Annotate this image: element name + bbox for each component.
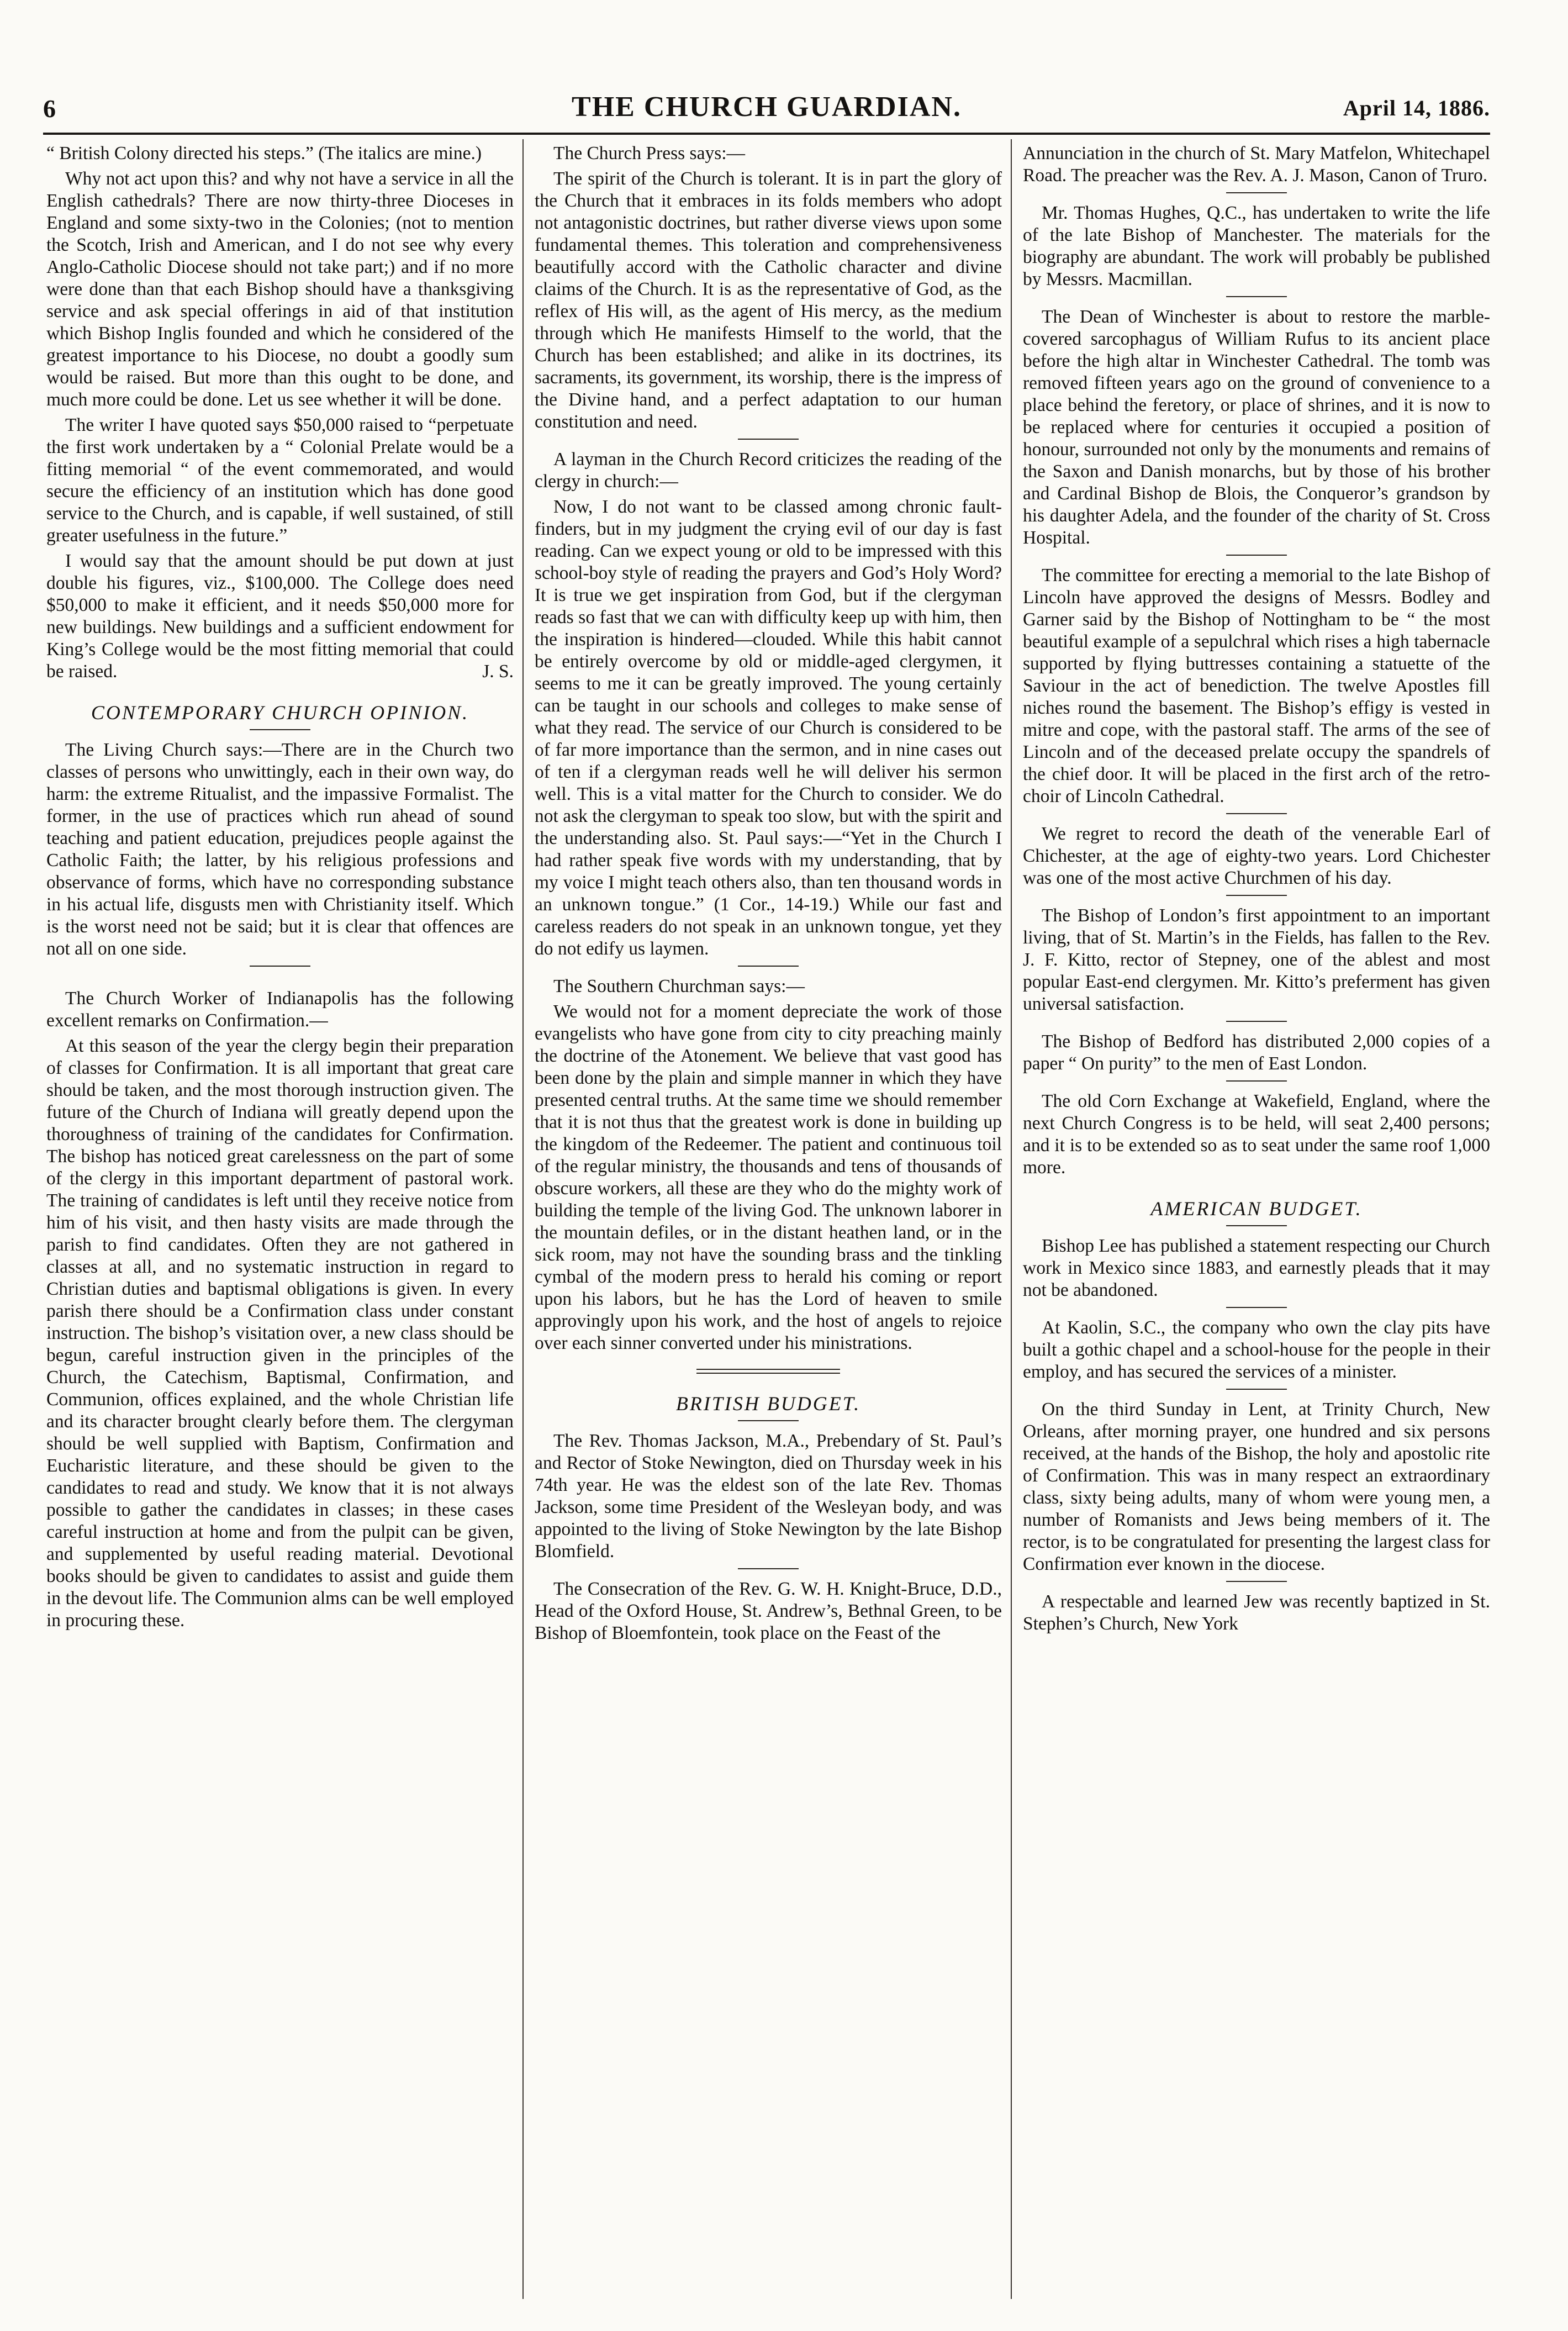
item-separator: [1226, 1581, 1287, 1582]
paragraph: The Bishop of London’s first appointment to an important living, that of St. Martin’s in the Fields, has fallen to the Rev. J. F. Kitto, rector of Stepney, one of the ablest and most popular East-end clergymen. Mr. Kitto’s preferment has given universal satisfaction.: [1023, 905, 1490, 1014]
column-3: [1023, 143, 1490, 1638]
column-divider: [522, 139, 524, 2299]
paragraph: At Kaolin, S.C., the company who own the clay pits have built a gothic chapel and a school-house for the people in their employ, and has secured the services of a minister.: [1023, 1317, 1490, 1382]
author-signature: J. S.: [482, 661, 514, 682]
item-separator: [1226, 1389, 1287, 1390]
paragraph: The Southern Churchman says:—: [553, 976, 805, 996]
section-heading: AMERICAN BUDGET.: [1150, 1198, 1363, 1220]
paragraph: Bishop Lee has published a statement respecting our Church work in Mexico since 1883, and earnestly pleads that it may not be abandoned.: [1023, 1236, 1490, 1300]
section-rule: [1226, 1225, 1287, 1226]
section-heading: BRITISH BUDGET.: [675, 1393, 861, 1415]
paragraph: We regret to record the death of the venerable Earl of Chichester, at the age of eighty-two years. Lord Chichester was one of the most active Churchmen of his day.: [1023, 824, 1490, 888]
paragraph: A layman in the Church Record criticizes the reading of the clergy in church:—: [535, 449, 1002, 492]
paragraph: The Rev. Thomas Jackson, M.A., Prebendary of St. Paul’s and Rector of Stoke Newington, died on Thursday week in his 74th year. He was the eldest son of the late Rev. Thomas Jackson, some time President of the Wesleyan body, and was appointed to the living of Stoke Newington by the late Bishop Blomfield.: [535, 1431, 1002, 1562]
paragraph: The spirit of the Church is tolerant. It is in part the glory of the Church that it embraces in its folds members who adopt not antagonistic doctrines, but rather diverse views upon some fundamental themes. This toleration and comprehensiveness beautifully accord with the Catholic character and divine claims of the Church. It is as the representative of God, as the reflex of His will, as the agent of His mercy, as the medium through which He manifests Himself to the world, that the Church has been established; and alike in its doctrines, its sacraments, its government, its worship, there is the impress of the Divine hand, and a perfect adaptation to our human constitution and need.: [535, 168, 1002, 432]
section-rule: [738, 1420, 799, 1421]
section-heading: CONTEMPORARY CHURCH OPINION.: [91, 702, 469, 724]
column-divider: [1011, 139, 1012, 2299]
paragraph: [46, 550, 514, 683]
paragraph: The Consecration of the Rev. G. W. H. Knight-Bruce, D.D., Head of the Oxford House, St. Andrew’s, Bethnal Green, to be Bishop of Bloemfontein, took place on the Feast of the: [535, 1579, 1002, 1643]
item-separator: [1226, 555, 1287, 556]
paragraph: The Living Church says:—There are in the Church two classes of persons who unwittingly, each in their own way, do harm: the extreme Ritualist, and the impassive Formalist. The former, in the use of practices which run ahead of sound teaching and patient education, prejudices people against the Catholic Faith; the latter, by his religious professions and observance of forms, which have no corresponding substance in his actual life, disgusts men with Christianity itself. Which is the worst need not be said; but it is clear that offences are not all on one side.: [46, 740, 514, 959]
issue-date: April 14, 1886.: [1343, 96, 1490, 120]
section-rule: [250, 729, 310, 730]
column-2: [535, 143, 1002, 1648]
paragraph: The writer I have quoted says $50,000 raised to “perpetuate the first work undertaken by a “ Colonial Prelate would be a fitting memorial “ of the event commemorated, and would secure the efficiency of an institution which has done good service to the Church, and is capable, if well sustained, of still greater usefulness in the future.”: [46, 415, 514, 546]
column-1: [46, 143, 514, 1635]
paragraph: On the third Sunday in Lent, at Trinity Church, New Orleans, after morning prayer, one hundred and six persons received, at the hands of the Bishop, the holy and apostolic rite of Confirmation. This was in many respect an extraordinary class, sixty being adults, many of whom were young men, a number of Romanists and Jews being members of it. The rector, is to be congratulated for presenting the largest class for Confirmation ever known in the diocese.: [1023, 1399, 1490, 1574]
paragraph: The Bishop of Bedford has distributed 2,000 copies of a paper “ On purity” to the men of East London.: [1023, 1031, 1490, 1074]
paragraph: We would not for a moment depreciate the work of those evangelists who have gone from city to city preaching mainly the doctrine of the Atonement. We believe that vast good has been done by the plain and simple manner in which they have presented central truths. At the same time we should remember that it is not thus that the greatest work is done in building up the kingdom of the Redeemer. The patient and continuous toil of the regular ministry, the thousands and tens of thousands of obscure workers, all these are they who do the mighty work of building the temple of the living God. The unknown laborer in the mountain defiles, or in the distant heathen land, or in the sick room, may not have the sounding brass and the tinkling cymbal of the modern press to herald his coming or report upon his labors, but he has the Lord of heaven to smile approvingly upon his work, and the host of angels to rejoice over each sinner converted under his ministrations.: [535, 1001, 1002, 1353]
section-double-rule: [696, 1369, 840, 1374]
masthead-rule: [43, 133, 1490, 135]
paragraph: Now, I do not want to be classed among chronic fault-finders, but in my judgment the crying evil of our day is fast reading. Can we expect young or old to be impressed with this school-boy style of reading the prayers and God’s Holy Word? It is true we get inspiration from God, but if the clergyman reads so fast that we can with difficulty keep up with him, then the inspiration is hindered—clouded. While this habit cannot be entirely overcome by old or middle-aged clergymen, it seems to me it can be greatly improved. The young certainly can be taught in our schools and colleges to make sense of what they read. The service of our Church is considered to be of far more importance than the sermon, and in nine cases out of ten if a clergyman reads well he will deliver his sermon well. This is a vital matter for the Church to consider. We do not ask the clergyman to speak too slow, but with the spirit and the understanding also. St. Paul says:—“Yet in the Church I had rather speak five words with my understanding, that by my voice I might teach others also, than ten thousand words in an unknown tongue.” (1 Cor., 14-19.) While our fast and careless readers do not speak in an unknown tongue, yet they do not edify us laymen.: [535, 497, 1002, 959]
paragraph: The Church Press says:—: [553, 143, 746, 164]
item-separator: [1226, 813, 1287, 814]
item-separator: [1226, 1021, 1287, 1022]
item-separator: [1226, 895, 1287, 896]
paragraph: The Church Worker of Indianapolis has the following excellent remarks on Confirmation.—: [46, 988, 514, 1031]
item-separator: [1226, 1080, 1287, 1082]
paragraph: At this season of the year the clergy begin their preparation of classes for Confirmation. It is all important that great care should be taken, and the most thorough instruction given. The future of the Church of Indiana will greatly depend upon the thoroughness of training of the candidates for Confirmation. The bishop has noticed great carelessness on the part of some of the clergy in this important department of pastoral work. The training of candidates is left until they receive notice from him of his visit, and then hasty visits are made through the parish to find candidates. Often they are not gathered in classes at all, and no systematic instruction in regard to Christian duties and baptismal obligations is given. In every parish there should be a Confirmation class under constant instruction. The bishop’s visitation over, a new class should be begun, careful instruction given in the principles of the Church, the Catechism, Baptismal, Confirmation, and Communion, offices explained, and the whole Christian life and its character brought clearly before them. The clergyman should be well supplied with Baptism, Confirmation and Eucharistic literature, and these should be given to the candidates to read and study. We know that it is not always possible to gather the candidates in classes; in these cases careful instruction at home and from the pulpit can be given, and supplemented by useful reading material. Devotional books should be given to candidates to assist and guide them in the devout life. The Communion alms can be well employed in procuring these.: [46, 1036, 514, 1631]
item-separator: [250, 966, 310, 967]
masthead: [43, 87, 1490, 127]
paragraph: Annunciation in the church of St. Mary Matfelon, Whitechapel Road. The preacher was the Rev. A. J. Mason, Canon of Truro.: [1023, 143, 1490, 186]
newspaper-title: THE CHURCH GUARDIAN.: [572, 91, 962, 123]
paragraph: The Dean of Winchester is about to restore the marble-covered sarcophagus of William Rufus to its ancient place before the high altar in Winchester Cathedral. The tomb was removed fifteen years ago on the ground of convenience to a place behind the feretory, or place of shrines, and it is now to be replaced where for centuries it occupied a position of honour, surrounded not only by the monuments and remains of the Saxon and Danish monarchs, but by those of his brother and Cardinal Bishop de Blois, the Conqueror’s grandson by his daughter Adela, and the founder of the charity of St. Cross Hospital.: [1023, 307, 1490, 548]
paragraph: Mr. Thomas Hughes, Q.C., has undertaken to write the life of the late Bishop of Manchester. The materials for the biography are abundant. The work will probably be published by Messrs. Macmillan.: [1023, 203, 1490, 289]
item-separator: [738, 966, 799, 967]
paragraph: Why not act upon this? and why not have a service in all the English cathedrals? There are now thirty-three Dioceses in England and some sixty-two in the Colonies; (not to mention the Scotch, Irish and American, and I do not see why every Anglo-Catholic Diocese should not take part;) and if no more were done than that each Bishop should have a thanksgiving service and ask special offerings in aid of that institution which Bishop Inglis founded and which he considered of the greatest importance to his Diocese, no doubt a goodly sum would be raised. But more than this ought to be done, and much more could be done. Let us see whether it will be done.: [46, 168, 514, 410]
item-separator: [1226, 192, 1287, 193]
paragraph-text: I would say that the amount should be put down at just double his figures, viz., $100,000. The College does need $50,000 to make it efficient, and it needs $50,000 more for new buildings. New buildings and a sufficient endowment for King’s College would be the most fitting memorial that could be raised.: [46, 551, 514, 682]
page-number: 6: [43, 94, 56, 123]
item-separator: [738, 439, 799, 440]
item-separator: [738, 1568, 799, 1569]
paragraph: A respectable and learned Jew was recently baptized in St. Stephen’s Church, New York: [1023, 1591, 1490, 1634]
item-separator: [1226, 296, 1287, 297]
paragraph: The committee for erecting a memorial to the late Bishop of Lincoln have approved the designs of Messrs. Bodley and Garner said by the Bishop of Nottingham to be “ the most beautiful example of a sepulchral which rises a high tabernacle supported by flying buttresses containing a statuette of the Saviour in the act of benediction. The twelve Apostles fill niches round the basement. The Bishop’s effigy is vested in mitre and cope, with the pastoral staff. The arms of the see of Lincoln and of the deceased prelate occupy the spandrels of the chief door. It will be placed in the first arch of the retro-choir of Lincoln Cathedral.: [1023, 565, 1490, 806]
item-separator: [1226, 1307, 1287, 1308]
paragraph: The old Corn Exchange at Wakefield, England, where the next Church Congress is to be held, will seat 2,400 persons; and it is to be extended so as to seat under the same roof 1,000 more.: [1023, 1091, 1490, 1178]
paragraph: “ British Colony directed his steps.” (The italics are mine.): [46, 143, 482, 164]
